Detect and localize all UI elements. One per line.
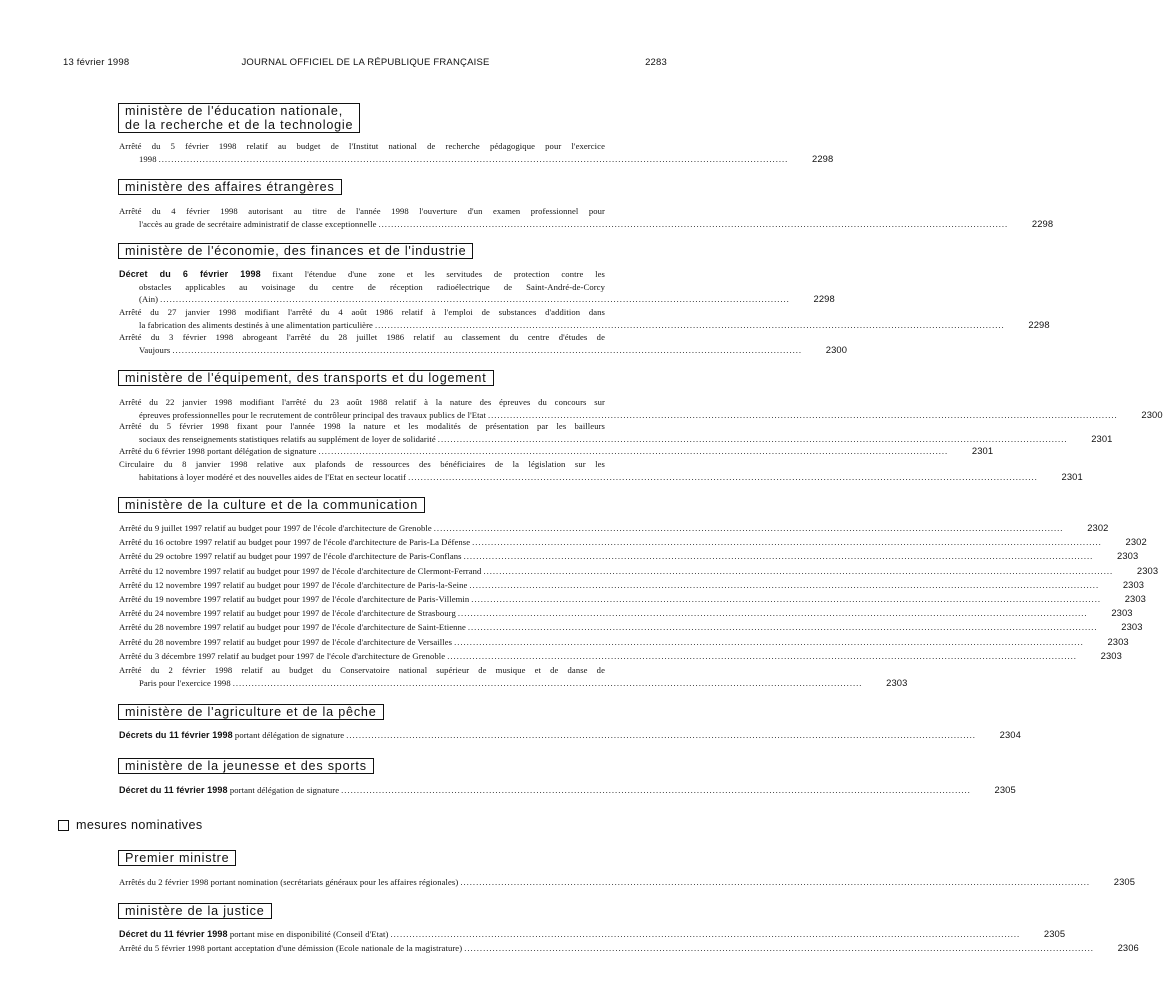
entry-culture-5 <box>119 579 1145 592</box>
header-date: 13 février 1998 <box>63 57 130 68</box>
ministry-heading-line: ministère de la justice <box>125 904 265 918</box>
dot-leader: ........................................................................................................................................................................................................ <box>318 446 949 456</box>
ministry-heading-line: ministère des affaires étrangères <box>125 180 335 194</box>
entry-text: Arrêté du 28 novembre 1997 relatif au budget pour 1997 de l'école d'architecture de Versailles <box>119 637 453 647</box>
entry-page: 2302 <box>1087 522 1109 533</box>
dot-leader: ........................................................................................................................................................................................................ <box>160 294 790 305</box>
dot-leader: ........................................................................................................................................................................................................ <box>457 608 1088 618</box>
entry-page: 2301 <box>1061 470 1083 482</box>
entry-page: 2303 <box>1124 593 1146 604</box>
entry-page: 2298 <box>1031 217 1054 229</box>
entry-text: sociaux des renseignements statistiques relatifs au supplément de loyer de solidarité <box>139 433 436 444</box>
journal-title: JOURNAL OFFICIEL DE LA RÉPUBLIQUE FRANÇAISE <box>241 57 490 68</box>
entry-justice-2 <box>119 942 1139 955</box>
ministry-heading-line: ministère de la culture et de la communication <box>125 498 418 512</box>
ministry-heading-prime-minister <box>118 850 236 866</box>
entry-page: 2303 <box>1122 579 1145 590</box>
ministry-heading-economy <box>118 243 473 259</box>
entry-text: Arrêté du 3 décembre 1997 relatif au budget pour 1997 de l'école d'architecture de Grenoble <box>119 651 446 661</box>
entry-page: 2301 <box>971 445 994 456</box>
dot-leader: ........................................................................................................................................................................................................ <box>467 622 1098 632</box>
entry-text: Arrêté du 24 novembre 1997 relatif au budget pour 1997 de l'école d'architecture de Strasbourg <box>119 608 456 618</box>
entry-text: Arrêté du 28 novembre 1997 relatif au budget pour 1997 de l'école d'architecture de Saint-Etienne <box>119 622 466 632</box>
entry-text: Arrêtés du 2 février 1998 portant nomination (secrétariats généraux pour les affaires régionales) <box>119 877 459 887</box>
entry-page: 2298 <box>812 152 834 164</box>
dot-leader: ........................................................................................................................................................................................................ <box>464 943 1094 953</box>
entry-culture-4 <box>119 565 1159 578</box>
entry-page: 2303 <box>886 676 908 688</box>
ministry-heading-justice <box>118 903 272 919</box>
dot-leader: ........................................................................................................................................................................................................ <box>471 594 1101 604</box>
ministry-heading-line: ministère de la jeunesse et des sports <box>125 759 367 773</box>
entry-page: 2305 <box>1113 876 1136 887</box>
entry-page: 2302 <box>1125 536 1147 547</box>
dot-leader: ........................................................................................................................................................................................................ <box>378 218 1009 229</box>
entry-economy-3 <box>119 331 848 356</box>
entry-text: Arrêté du 4 février 1998 autorisant au titre de l'année 1998 l'ouverture d'un examen professionnel pour <box>119 206 605 216</box>
entry-text: Arrêté du 5 février 1998 relatif au budget de l'Institut national de recherche pédagogique pour l'exercice <box>119 141 605 151</box>
entry-equipment-2 <box>119 420 1113 445</box>
entry-page: 2303 <box>1121 621 1143 632</box>
entry-text: Arrêté du 9 juillet 1997 relatif au budget pour 1997 de l'école d'architecture de Grenoble <box>119 523 432 533</box>
entry-agriculture-1 <box>119 729 1021 742</box>
dot-leader: ........................................................................................................................................................................................................ <box>454 637 1084 647</box>
entry-economy-1 <box>119 268 835 306</box>
ministry-heading-culture <box>118 497 425 513</box>
entry-text: Arrêté du 29 octobre 1997 relatif au budget pour 1997 de l'école d'architecture de Paris-Conflans <box>119 551 462 561</box>
entry-culture-6 <box>119 593 1146 606</box>
entry-text: Arrêté du 5 février 1998 portant acceptation d'une démission (Ecole nationale de la magistrature) <box>119 943 463 953</box>
ministry-heading-line: ministère de l'économie, des finances et de l'industrie <box>125 244 467 258</box>
entry-page: 2305 <box>994 784 1016 795</box>
entry-text: Arrêté du 27 janvier 1998 modifiant l'arrêté du 4 août 1986 relatif à l'emploi de substances d'addition dans <box>119 307 605 317</box>
ministry-heading-line: ministère de l'agriculture et de la pêche <box>125 705 377 719</box>
entry-page: 2298 <box>1028 318 1050 330</box>
entry-text: habitations à loyer modéré et des nouvelles aides de l'Etat en secteur locatif <box>139 471 407 482</box>
entry-page: 2300 <box>825 343 848 355</box>
entry-culture-1 <box>119 522 1109 535</box>
entry-prime-minister-1 <box>119 876 1136 889</box>
entry-economy-2 <box>119 306 1050 331</box>
ministry-heading-foreign-affairs <box>118 179 342 195</box>
entry-culture-10 <box>119 650 1122 663</box>
entry-text: obstacles applicables au voisinage du centre de réception radioélectrique de Saint-André-de-Corcy <box>139 281 605 292</box>
entry-text: Arrêté du 16 octobre 1997 relatif au budget pour 1997 de l'école d'architecture de Paris-La Défense <box>119 537 471 547</box>
dot-leader: ........................................................................................................................................................................................................ <box>437 433 1068 444</box>
entry-page: 2306 <box>1117 942 1139 953</box>
entry-culture-11 <box>119 664 908 689</box>
dot-leader: ........................................................................................................................................................................................................ <box>232 677 863 688</box>
dot-leader: ........................................................................................................................................................................................................ <box>483 566 1114 576</box>
entry-text: l'accès au grade de secrétaire administratif de classe exceptionnelle <box>139 218 377 229</box>
entry-page: 2305 <box>1043 928 1066 939</box>
entry-page: 2300 <box>1141 408 1163 420</box>
ministry-heading-line: de la recherche et de la technologie <box>125 118 354 132</box>
entry-culture-7 <box>119 607 1133 620</box>
entry-education-1 <box>119 140 834 165</box>
entry-text: Arrêté du 12 novembre 1997 relatif au budget pour 1997 de l'école d'architecture de Paris-la-Seine <box>119 580 468 590</box>
entry-page: 2304 <box>999 729 1021 740</box>
entry-text: portant mise en disponibilité (Conseil d'Etat) <box>227 929 389 939</box>
entry-page: 2301 <box>1091 432 1113 444</box>
dot-leader: ........................................................................................................................................................................................................ <box>172 344 803 355</box>
entry-culture-2 <box>119 536 1147 549</box>
dot-leader: ........................................................................................................................................................................................................ <box>487 409 1118 420</box>
entry-text: (Ain) <box>139 294 159 305</box>
dot-leader: ........................................................................................................................................................................................................ <box>433 523 1064 533</box>
ministry-heading-line: ministère de l'équipement, des transports et du logement <box>125 371 487 385</box>
entry-page: 2303 <box>1136 565 1159 576</box>
entry-culture-8 <box>119 621 1143 634</box>
entry-page: 2303 <box>1111 607 1133 618</box>
entry-equipment-1 <box>119 396 1163 421</box>
entry-text: 1998 <box>139 153 157 164</box>
entry-equipment-3 <box>119 445 994 458</box>
ministry-heading-line: Premier ministre <box>125 851 230 865</box>
entry-page: 2303 <box>1107 636 1129 647</box>
entry-page: 2298 <box>813 293 835 305</box>
page-number: 2283 <box>645 57 667 68</box>
dot-leader: ........................................................................................................................................................................................................ <box>346 730 976 740</box>
section-heading-nominatives <box>58 818 203 832</box>
checkbox-square-icon <box>58 820 69 831</box>
dot-leader: ........................................................................................................................................................................................................ <box>158 153 789 164</box>
entry-text: Arrêté du 5 février 1998 fixant pour l'année 1998 la nature et les modalités de présentation par les bailleurs <box>119 421 605 431</box>
entry-culture-9 <box>119 636 1129 649</box>
entry-culture-3 <box>119 550 1139 563</box>
dot-leader: ........................................................................................................................................................................................................ <box>469 580 1100 590</box>
ministry-heading-equipment <box>118 370 494 386</box>
ministry-heading-line: ministère de l'éducation nationale, <box>125 104 344 118</box>
ministry-heading-education <box>118 103 360 133</box>
dot-leader: ........................................................................................................................................................................................................ <box>460 877 1091 887</box>
ministry-heading-agriculture <box>118 704 384 720</box>
dot-leader: ........................................................................................................................................................................................................ <box>374 319 1005 330</box>
dot-leader: ........................................................................................................................................................................................................ <box>472 537 1102 547</box>
entry-text: portant délégation de signature <box>232 730 345 740</box>
entry-page: 2303 <box>1117 550 1139 561</box>
dot-leader: ........................................................................................................................................................................................................ <box>408 471 1038 482</box>
entry-text: fixant l'étendue d'une zone et les servitudes de protection contre les <box>260 269 605 279</box>
entry-decree-date: Décret du 11 février 1998 <box>119 929 228 939</box>
entry-decree-date: Décret du 6 février 1998 <box>119 269 261 279</box>
dot-leader: ........................................................................................................................................................................................................ <box>341 785 971 795</box>
entry-equipment-4 <box>119 458 1083 483</box>
dot-leader: ........................................................................................................................................................................................................ <box>447 651 1077 661</box>
entry-foreign-affairs-1 <box>119 205 1054 230</box>
entry-text: la fabrication des aliments destinés à une alimentation particulière <box>139 319 373 330</box>
entry-text: Arrêté du 6 février 1998 portant délégation de signature <box>119 446 317 456</box>
entry-text: épreuves professionnelles pour le recrutement de contrôleur principal des travaux publics de l'Etat <box>139 409 486 420</box>
entry-text: Paris pour l'exercice 1998 <box>139 677 231 688</box>
entry-youth-sports-1 <box>119 784 1016 797</box>
dot-leader: ........................................................................................................................................................................................................ <box>390 929 1021 939</box>
entry-text: Circulaire du 8 janvier 1998 relative aux plafonds de ressources des bénéficiaires de la législation sur les <box>119 459 605 469</box>
dot-leader: ........................................................................................................................................................................................................ <box>463 551 1094 561</box>
entry-text: Arrêté du 3 février 1998 abrogeant l'arrêté du 28 juillet 1986 relatif au classement du centre d'études de <box>119 332 605 342</box>
entry-decree-date: Décret du 11 février 1998 <box>119 785 228 795</box>
entry-text: Arrêté du 12 novembre 1997 relatif au budget pour 1997 de l'école d'architecture de Clermont-Ferrand <box>119 566 482 576</box>
entry-justice-1 <box>119 928 1066 941</box>
entry-text: portant délégation de signature <box>227 785 340 795</box>
entry-page: 2303 <box>1100 650 1122 661</box>
ministry-heading-youth-sports <box>118 758 374 774</box>
entry-decree-date: Décrets du 11 février 1998 <box>119 730 233 740</box>
entry-text: Arrêté du 2 février 1998 relatif au budget du Conservatoire national supérieur de musique et de danse de <box>119 665 605 675</box>
entry-text: Arrêté du 22 janvier 1998 modifiant l'arrêté du 23 août 1988 relatif à la nature des épreuves du concours sur <box>119 397 605 407</box>
entry-text: Vaujours <box>139 344 171 355</box>
entry-text: Arrêté du 19 novembre 1997 relatif au budget pour 1997 de l'école d'architecture de Paris-Villemin <box>119 594 470 604</box>
section-label: mesures nominatives <box>76 818 203 832</box>
